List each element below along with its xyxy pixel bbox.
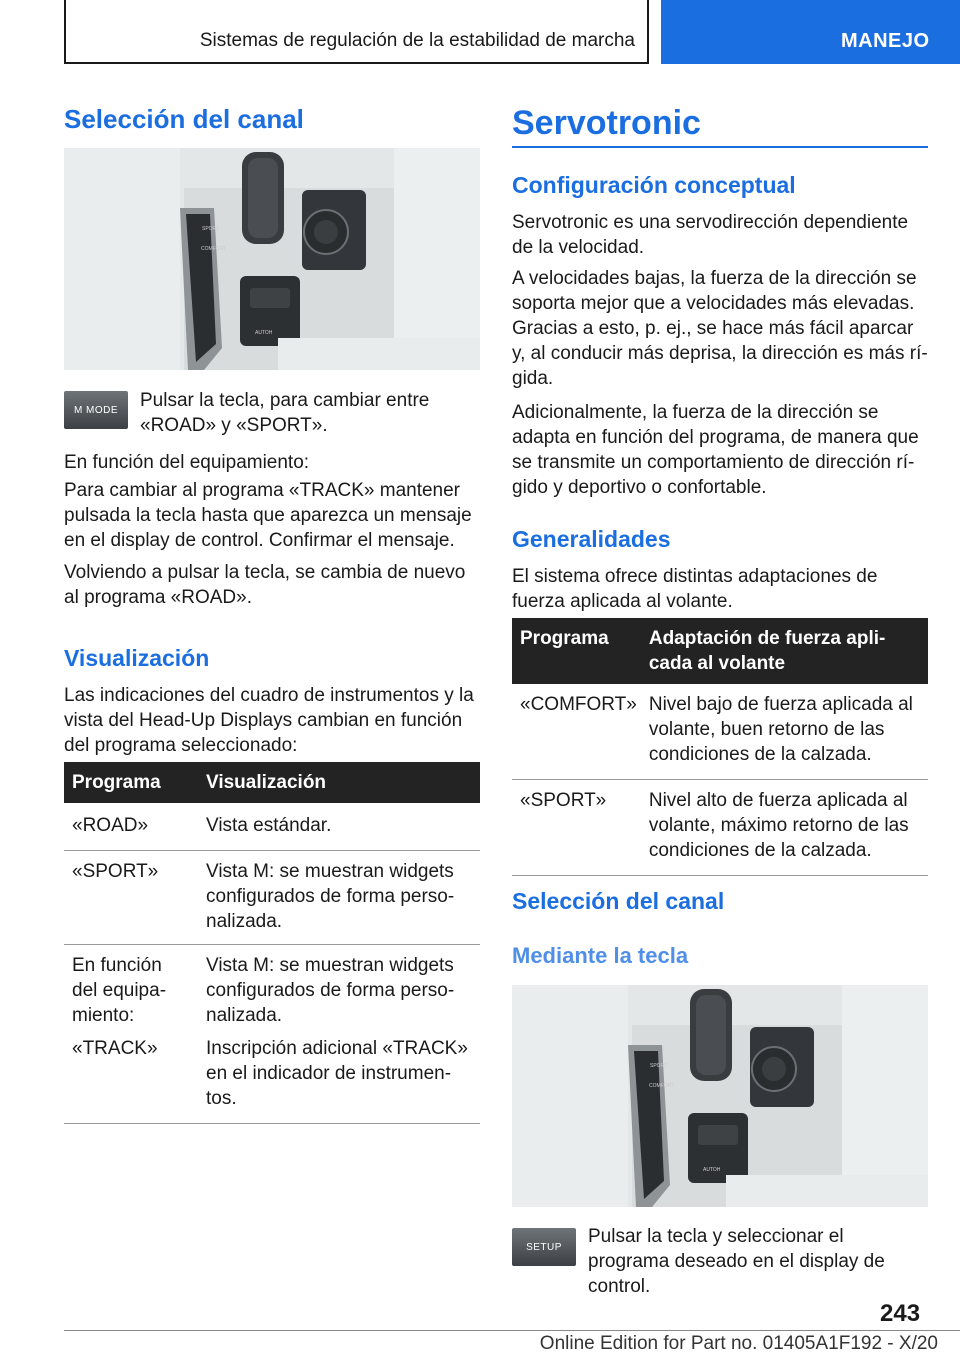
table-row [64,803,480,851]
table-header-row [64,762,480,803]
table-header-row [512,618,928,684]
photo-label-1: SPORT [650,1063,668,1069]
servotronic-heading: Servotronic [512,104,701,142]
generalidades-heading: Generalidades [512,526,671,552]
setup-button-image: SETUP [512,1228,576,1266]
visualizacion-heading: Visualización [64,645,210,671]
photo-label-3: AUTOH [255,330,273,336]
table-header: Programa [512,618,641,684]
m-mode-button-image: M MODE [64,391,128,429]
chapter-tab-label: MANEJO [841,30,930,52]
table-cell: «TRACK» [72,1038,158,1059]
table-header: Programa [64,762,198,803]
m-mode-instruction: Pulsar la tecla, para cambiar entre «ROAD» y «SPORT». [140,390,430,436]
table-cell: Vista M: se muestran widgets configurados de forma perso- nalizada. [206,955,455,1026]
photo-label-2: COMFORT [201,246,227,252]
console-photo [64,148,480,370]
photo-label-2: COMFORT [649,1083,675,1089]
table-row [512,780,928,876]
console-illustration [512,985,928,1207]
seleccion-heading: Selección del canal [512,888,725,914]
heading-rule [512,146,928,148]
table-row [64,1032,480,1124]
footer-edition: Online Edition for Part no. 01405A1F192 - X/20 [539,1333,938,1354]
concept-para-1: Servotronic es una servodirección dependiente de la velocidad. [512,212,909,258]
concept-heading: Configuración conceptual [512,172,796,198]
footer-rule [64,1330,960,1331]
generalidades-para: El sistema ofrece distintas adaptaciones de fuerza aplicada al volante. [512,566,878,612]
visualizacion-table [64,762,480,1124]
table-cell: Vista estándar. [206,815,332,836]
left-para-3: Volviendo a pulsar la tecla, se cambia de nuevo al programa «ROAD». [64,562,466,608]
table-header: Adaptación de fuerza apli- cada al volante [641,618,928,684]
concept-para-3: Adicionalmente, la fuerza de la dirección se adapta en función del programa, de manera que se transmite un comportamiento de dirección rí- gido y deportivo o confortable. [512,402,919,498]
page-number: 243 [880,1300,921,1327]
setup-instruction: Pulsar la tecla y seleccionar el programa deseado en el display de control. [588,1226,885,1297]
table-row [64,945,480,1033]
table-cell: Nivel bajo de fuerza aplicada al volante, buen retorno de las condiciones de la calzada. [648,694,913,765]
table-cell: «SPORT» [520,790,607,811]
table-cell: Vista M: se muestran widgets configurados de forma perso- nalizada. [206,861,455,932]
table-cell: «ROAD» [72,815,149,836]
servotronic-table [512,618,928,876]
photo-label-1: SPORT [202,226,220,232]
table-cell: En función del equipa- miento: [72,955,167,1026]
section-title: Sistemas de regulación de la estabilidad de marcha [199,30,635,51]
console-photo-2 [512,985,928,1207]
table-row [512,684,928,780]
table-cell: Nivel alto de fuerza aplicada al volante, máximo retorno de las condiciones de la calzada. [648,790,909,861]
mediante-subheading: Mediante la tecla [512,943,689,968]
table-header: Visualización [198,762,480,803]
console-illustration [64,148,480,370]
left-para-2: Para cambiar al programa «TRACK» mantener pulsada la tecla hasta que aparezca un mensaje en el display de control. Confirmar el mensaje. [64,480,472,551]
concept-para-2: A velocidades bajas, la fuerza de la dirección se soporta mejor que a velocidades más elevadas. Gracias a esto, p. ej., se hace más fácil aparcar y, al conducir más deprisa, la dirección es más rí- gida. [512,268,928,389]
photo-label-3: AUTOH [703,1167,721,1173]
table-cell: Inscripción adicional «TRACK» en el indicador de instrumen- tos. [206,1038,468,1109]
visualizacion-para: Las indicaciones del cuadro de instrumentos y la vista del Head-Up Displays cambian en función del programa seleccionado: [64,685,474,756]
left-heading: Selección del canal [64,104,304,134]
left-para-1: En función del equipamiento: [64,452,310,473]
table-row [64,851,480,945]
table-cell: «SPORT» [72,861,159,882]
table-cell: «COMFORT» [520,694,637,715]
